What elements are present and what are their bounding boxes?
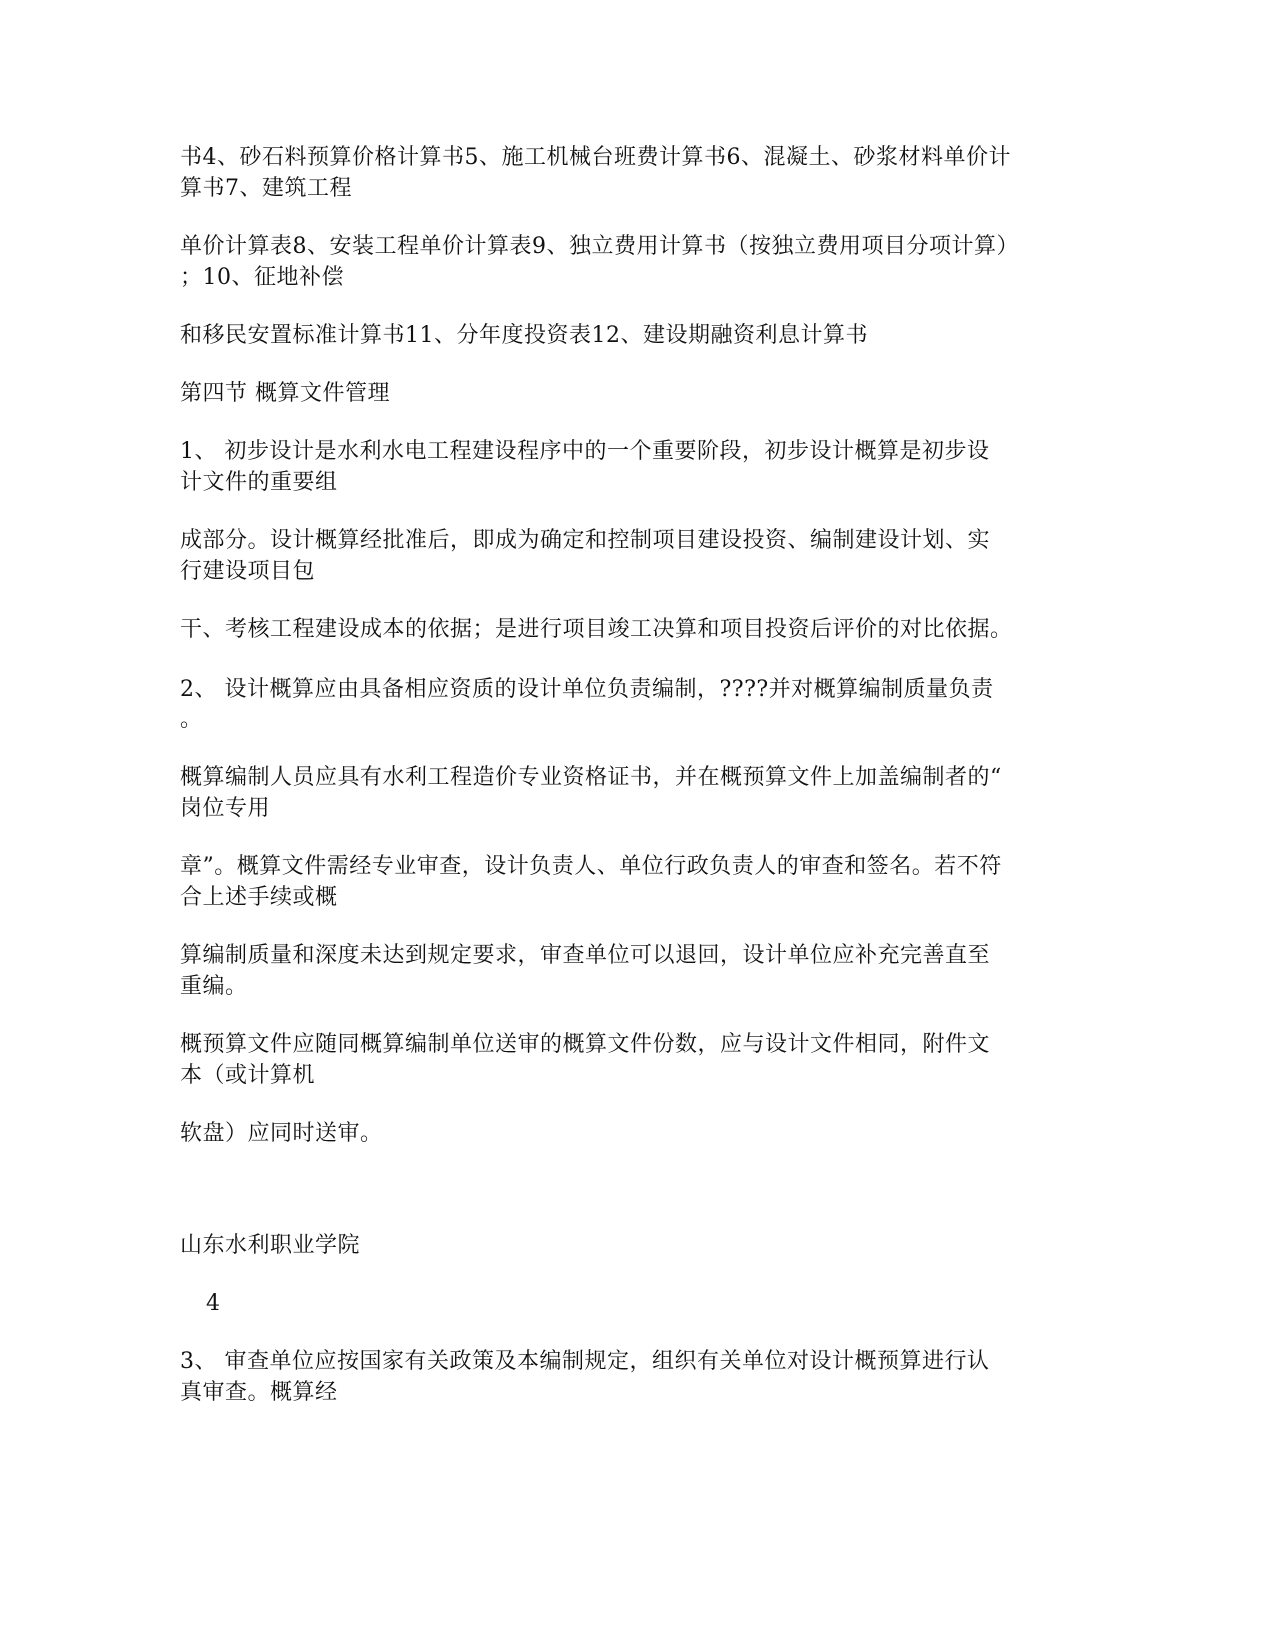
text-line: 算书7、建筑工程 [180, 176, 352, 201]
text-line: 1、 初步设计是水利水电工程建设程序中的一个重要阶段，初步设计概算是初步设 [180, 439, 990, 464]
text-line: 本（或计算机 [180, 1063, 316, 1088]
text-line: 干、考核工程建设成本的依据；是进行项目竣工决算和项目投资后评价的对比依据。 [180, 617, 1013, 642]
text-line: 概预算文件应随同概算编制单位送审的概算文件份数，应与设计文件相同，附件文 [180, 1032, 991, 1057]
text-line: 算编制质量和深度未达到规定要求，审查单位可以退回，设计单位应补充完善直至 [180, 943, 991, 968]
text-line: 单价计算表8、安装工程单价计算表9、独立费用计算书（按独立费用项目分项计算） [180, 234, 1019, 259]
text-line: 岗位专用 [180, 796, 271, 821]
institution-footer: 山东水利职业学院 [180, 1233, 361, 1258]
text-line: 。 [180, 707, 203, 732]
text-line: 书4、砂石料预算价格计算书5、施工机械台班费计算书6、混凝土、砂浆材料单价计 [180, 145, 1011, 170]
text-line: 合上述手续或概 [180, 885, 338, 910]
section-heading: 第四节 概算文件管理 [180, 381, 390, 406]
text-line: 软盘）应同时送审。 [180, 1121, 383, 1146]
text-line: 计文件的重要组 [180, 470, 338, 495]
text-line: 和移民安置标准计算书11、分年度投资表12、建设期融资利息计算书 [180, 323, 868, 348]
text-line: 2、 设计概算应由具备相应资质的设计单位负责编制，????并对概算编制质量负责 [180, 677, 994, 702]
text-line: 行建设项目包 [180, 559, 316, 584]
text-line: 章”。概算文件需经专业审查，设计负责人、单位行政负责人的审查和签名。若不符 [180, 854, 1002, 879]
text-line: 概算编制人员应具有水利工程造价专业资格证书，并在概预算文件上加盖编制者的“ [180, 765, 1002, 790]
text-line: 重编。 [180, 974, 248, 999]
text-line: ；10、征地补偿 [180, 265, 344, 290]
text-line: 真审查。概算经 [180, 1380, 338, 1405]
page-number: 4 [206, 1291, 221, 1316]
text-line: 成部分。设计概算经批准后，即成为确定和控制项目建设投资、编制建设计划、实 [180, 528, 991, 553]
text-line: 3、 审查单位应按国家有关政策及本编制规定，组织有关单位对设计概预算进行认 [180, 1349, 990, 1374]
